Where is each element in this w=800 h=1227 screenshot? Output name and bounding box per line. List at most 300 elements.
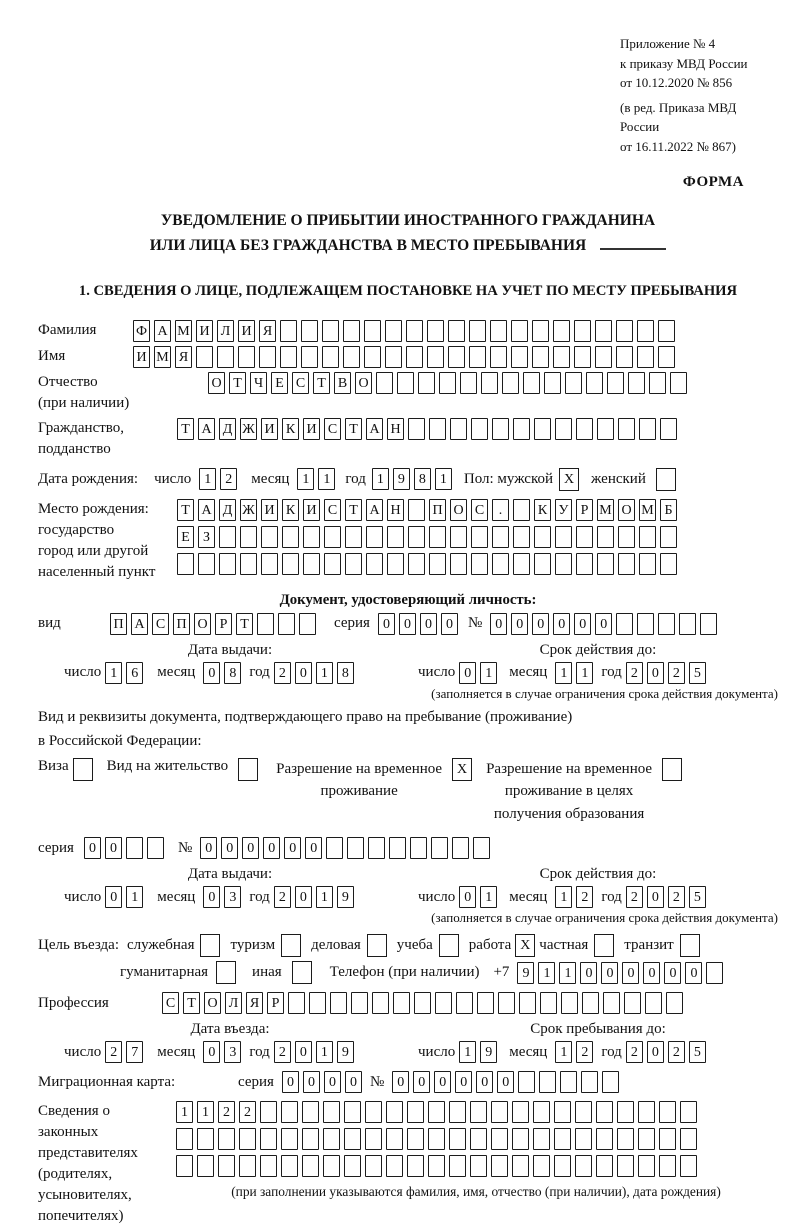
char-cell[interactable] <box>532 346 549 368</box>
char-cell[interactable]: 3 <box>224 1041 241 1063</box>
char-cell[interactable] <box>660 526 677 548</box>
char-cell[interactable]: 0 <box>580 962 597 984</box>
char-cell[interactable] <box>368 837 385 859</box>
char-cell[interactable] <box>470 1101 487 1123</box>
char-cell[interactable]: 0 <box>203 886 220 908</box>
purpose-delovaya-checkbox[interactable] <box>367 934 387 957</box>
char-cell[interactable] <box>322 346 339 368</box>
char-cell[interactable] <box>406 346 423 368</box>
char-cell[interactable]: А <box>131 613 148 635</box>
char-cell[interactable] <box>343 320 360 342</box>
char-cell[interactable] <box>364 346 381 368</box>
char-cell[interactable] <box>502 372 519 394</box>
char-cell[interactable] <box>596 1101 613 1123</box>
char-cell[interactable] <box>575 1101 592 1123</box>
purpose-private-checkbox[interactable] <box>594 934 614 957</box>
char-cell[interactable] <box>219 553 236 575</box>
char-cell[interactable] <box>639 526 656 548</box>
char-cell[interactable] <box>239 1155 256 1177</box>
char-cell[interactable]: 3 <box>224 886 241 908</box>
char-cell[interactable] <box>387 526 404 548</box>
char-cell[interactable] <box>555 526 572 548</box>
char-cell[interactable] <box>533 1128 550 1150</box>
char-cell[interactable]: 1 <box>538 962 555 984</box>
char-cell[interactable] <box>670 372 687 394</box>
char-cell[interactable]: Р <box>576 499 593 521</box>
char-cell[interactable] <box>281 1155 298 1177</box>
char-cell[interactable] <box>408 553 425 575</box>
char-cell[interactable]: М <box>639 499 656 521</box>
char-cell[interactable]: У <box>555 499 572 521</box>
char-cell[interactable] <box>376 372 393 394</box>
char-cell[interactable]: . <box>492 499 509 521</box>
char-cell[interactable]: 2 <box>239 1101 256 1123</box>
char-cell[interactable] <box>639 553 656 575</box>
char-cell[interactable] <box>595 320 612 342</box>
char-cell[interactable] <box>397 372 414 394</box>
char-cell[interactable] <box>490 346 507 368</box>
char-cell[interactable] <box>282 553 299 575</box>
char-cell[interactable]: И <box>261 499 278 521</box>
char-cell[interactable]: Л <box>217 320 234 342</box>
char-cell[interactable] <box>595 346 612 368</box>
char-cell[interactable] <box>597 418 614 440</box>
char-cell[interactable]: П <box>173 613 190 635</box>
char-cell[interactable]: 0 <box>203 662 220 684</box>
purpose-transit-checkbox[interactable] <box>680 934 700 957</box>
char-cell[interactable] <box>638 1128 655 1150</box>
residence-permit-checkbox[interactable] <box>238 758 258 781</box>
char-cell[interactable]: 1 <box>176 1101 193 1123</box>
char-cell[interactable] <box>386 1155 403 1177</box>
char-cell[interactable] <box>603 992 620 1014</box>
char-cell[interactable] <box>324 526 341 548</box>
char-cell[interactable]: 0 <box>295 1041 312 1063</box>
char-cell[interactable]: А <box>198 418 215 440</box>
char-cell[interactable] <box>366 526 383 548</box>
char-cell[interactable] <box>280 346 297 368</box>
char-cell[interactable]: 1 <box>316 1041 333 1063</box>
char-cell[interactable]: 0 <box>324 1071 341 1093</box>
char-cell[interactable] <box>452 837 469 859</box>
char-cell[interactable] <box>469 320 486 342</box>
char-cell[interactable] <box>414 992 431 1014</box>
char-cell[interactable] <box>147 837 164 859</box>
char-cell[interactable]: 6 <box>126 662 143 684</box>
char-cell[interactable] <box>449 1128 466 1150</box>
char-cell[interactable] <box>323 1101 340 1123</box>
char-cell[interactable] <box>555 553 572 575</box>
char-cell[interactable] <box>607 372 624 394</box>
char-cell[interactable] <box>323 1155 340 1177</box>
char-cell[interactable] <box>407 1101 424 1123</box>
char-cell[interactable]: 2 <box>218 1101 235 1123</box>
char-cell[interactable] <box>261 526 278 548</box>
char-cell[interactable] <box>365 1101 382 1123</box>
char-cell[interactable] <box>618 553 635 575</box>
char-cell[interactable]: 0 <box>295 662 312 684</box>
char-cell[interactable] <box>427 346 444 368</box>
char-cell[interactable] <box>470 1128 487 1150</box>
char-cell[interactable] <box>343 346 360 368</box>
char-cell[interactable]: 0 <box>647 662 664 684</box>
char-cell[interactable]: Р <box>215 613 232 635</box>
purpose-other-checkbox[interactable] <box>292 961 312 984</box>
char-cell[interactable] <box>176 1155 193 1177</box>
temp-residence-checkbox[interactable]: X <box>452 758 472 781</box>
sex-female-checkbox[interactable] <box>656 468 676 491</box>
char-cell[interactable]: М <box>175 320 192 342</box>
char-cell[interactable]: 0 <box>242 837 259 859</box>
char-cell[interactable]: З <box>198 526 215 548</box>
char-cell[interactable]: 7 <box>126 1041 143 1063</box>
char-cell[interactable]: 1 <box>435 468 452 490</box>
char-cell[interactable] <box>554 1128 571 1150</box>
char-cell[interactable]: 1 <box>105 662 122 684</box>
char-cell[interactable] <box>491 1155 508 1177</box>
char-cell[interactable] <box>576 526 593 548</box>
char-cell[interactable]: 2 <box>274 1041 291 1063</box>
char-cell[interactable] <box>491 1128 508 1150</box>
char-cell[interactable] <box>560 1071 577 1093</box>
char-cell[interactable] <box>519 992 536 1014</box>
char-cell[interactable] <box>324 553 341 575</box>
char-cell[interactable]: 0 <box>647 1041 664 1063</box>
char-cell[interactable] <box>407 1128 424 1150</box>
char-cell[interactable] <box>616 613 633 635</box>
char-cell[interactable] <box>639 418 656 440</box>
char-cell[interactable] <box>512 1155 529 1177</box>
char-cell[interactable] <box>364 320 381 342</box>
char-cell[interactable] <box>628 372 645 394</box>
char-cell[interactable] <box>637 320 654 342</box>
char-cell[interactable] <box>407 1155 424 1177</box>
char-cell[interactable]: 2 <box>626 886 643 908</box>
char-cell[interactable]: И <box>196 320 213 342</box>
char-cell[interactable] <box>596 1155 613 1177</box>
char-cell[interactable] <box>322 320 339 342</box>
char-cell[interactable] <box>658 613 675 635</box>
char-cell[interactable] <box>533 1101 550 1123</box>
char-cell[interactable] <box>429 418 446 440</box>
char-cell[interactable] <box>429 553 446 575</box>
char-cell[interactable]: М <box>597 499 614 521</box>
char-cell[interactable]: 0 <box>476 1071 493 1093</box>
char-cell[interactable] <box>597 553 614 575</box>
char-cell[interactable] <box>617 1101 634 1123</box>
char-cell[interactable] <box>387 553 404 575</box>
char-cell[interactable] <box>282 526 299 548</box>
char-cell[interactable]: С <box>324 499 341 521</box>
char-cell[interactable]: 8 <box>414 468 431 490</box>
char-cell[interactable] <box>301 346 318 368</box>
char-cell[interactable] <box>218 1128 235 1150</box>
char-cell[interactable] <box>218 1155 235 1177</box>
char-cell[interactable] <box>513 418 530 440</box>
char-cell[interactable]: 1 <box>372 468 389 490</box>
char-cell[interactable]: В <box>334 372 351 394</box>
char-cell[interactable] <box>196 346 213 368</box>
char-cell[interactable]: 1 <box>555 662 572 684</box>
char-cell[interactable] <box>408 418 425 440</box>
char-cell[interactable] <box>645 992 662 1014</box>
char-cell[interactable]: 1 <box>197 1101 214 1123</box>
char-cell[interactable]: 2 <box>668 1041 685 1063</box>
char-cell[interactable] <box>659 1128 676 1150</box>
char-cell[interactable]: Я <box>175 346 192 368</box>
char-cell[interactable] <box>523 372 540 394</box>
char-cell[interactable] <box>393 992 410 1014</box>
char-cell[interactable] <box>386 1128 403 1150</box>
char-cell[interactable] <box>288 992 305 1014</box>
char-cell[interactable]: 0 <box>105 886 122 908</box>
char-cell[interactable] <box>410 837 427 859</box>
char-cell[interactable]: 2 <box>626 662 643 684</box>
char-cell[interactable]: С <box>292 372 309 394</box>
char-cell[interactable]: Т <box>183 992 200 1014</box>
char-cell[interactable]: 1 <box>199 468 216 490</box>
char-cell[interactable]: 0 <box>643 962 660 984</box>
char-cell[interactable] <box>582 992 599 1014</box>
char-cell[interactable] <box>513 526 530 548</box>
char-cell[interactable] <box>303 526 320 548</box>
char-cell[interactable] <box>618 526 635 548</box>
char-cell[interactable]: 2 <box>576 886 593 908</box>
char-cell[interactable] <box>240 526 257 548</box>
char-cell[interactable] <box>427 320 444 342</box>
char-cell[interactable] <box>553 346 570 368</box>
char-cell[interactable] <box>408 526 425 548</box>
char-cell[interactable] <box>261 553 278 575</box>
char-cell[interactable] <box>450 553 467 575</box>
char-cell[interactable] <box>511 320 528 342</box>
char-cell[interactable] <box>534 553 551 575</box>
char-cell[interactable] <box>512 1128 529 1150</box>
char-cell[interactable]: 0 <box>647 886 664 908</box>
char-cell[interactable]: А <box>366 418 383 440</box>
char-cell[interactable]: 0 <box>305 837 322 859</box>
char-cell[interactable] <box>539 1071 556 1093</box>
char-cell[interactable]: Е <box>177 526 194 548</box>
char-cell[interactable] <box>576 553 593 575</box>
char-cell[interactable] <box>450 418 467 440</box>
char-cell[interactable] <box>649 372 666 394</box>
char-cell[interactable] <box>637 346 654 368</box>
char-cell[interactable] <box>302 1128 319 1150</box>
char-cell[interactable] <box>448 320 465 342</box>
temp-residence-education-checkbox[interactable] <box>662 758 682 781</box>
char-cell[interactable]: 1 <box>459 1041 476 1063</box>
char-cell[interactable]: 1 <box>480 662 497 684</box>
char-cell[interactable] <box>449 1101 466 1123</box>
char-cell[interactable]: 1 <box>555 886 572 908</box>
char-cell[interactable] <box>666 992 683 1014</box>
char-cell[interactable]: С <box>162 992 179 1014</box>
char-cell[interactable]: 0 <box>105 837 122 859</box>
char-cell[interactable]: Ф <box>133 320 150 342</box>
char-cell[interactable]: 0 <box>574 613 591 635</box>
char-cell[interactable]: Д <box>219 499 236 521</box>
purpose-tourism-checkbox[interactable] <box>281 934 301 957</box>
char-cell[interactable] <box>326 837 343 859</box>
char-cell[interactable] <box>301 320 318 342</box>
char-cell[interactable] <box>428 1101 445 1123</box>
char-cell[interactable] <box>700 613 717 635</box>
char-cell[interactable]: П <box>110 613 127 635</box>
char-cell[interactable]: 1 <box>480 886 497 908</box>
char-cell[interactable] <box>477 992 494 1014</box>
char-cell[interactable]: Т <box>345 418 362 440</box>
char-cell[interactable] <box>260 1101 277 1123</box>
char-cell[interactable] <box>616 346 633 368</box>
char-cell[interactable] <box>706 962 723 984</box>
char-cell[interactable]: С <box>471 499 488 521</box>
char-cell[interactable] <box>532 320 549 342</box>
char-cell[interactable]: 0 <box>413 1071 430 1093</box>
char-cell[interactable]: К <box>282 499 299 521</box>
char-cell[interactable]: Д <box>219 418 236 440</box>
char-cell[interactable]: Ч <box>250 372 267 394</box>
char-cell[interactable] <box>389 837 406 859</box>
char-cell[interactable] <box>513 553 530 575</box>
char-cell[interactable]: 2 <box>668 662 685 684</box>
char-cell[interactable] <box>616 320 633 342</box>
char-cell[interactable] <box>637 613 654 635</box>
char-cell[interactable]: О <box>204 992 221 1014</box>
char-cell[interactable]: И <box>303 418 320 440</box>
char-cell[interactable]: 1 <box>555 1041 572 1063</box>
char-cell[interactable]: 0 <box>200 837 217 859</box>
char-cell[interactable]: 0 <box>622 962 639 984</box>
char-cell[interactable] <box>344 1101 361 1123</box>
char-cell[interactable]: Т <box>177 499 194 521</box>
char-cell[interactable] <box>471 526 488 548</box>
char-cell[interactable] <box>679 613 696 635</box>
char-cell[interactable] <box>460 372 477 394</box>
char-cell[interactable] <box>553 320 570 342</box>
char-cell[interactable]: 0 <box>532 613 549 635</box>
char-cell[interactable] <box>473 837 490 859</box>
sex-male-checkbox[interactable]: X <box>559 468 579 491</box>
char-cell[interactable] <box>555 418 572 440</box>
char-cell[interactable] <box>448 346 465 368</box>
char-cell[interactable]: 5 <box>689 886 706 908</box>
char-cell[interactable] <box>513 499 530 521</box>
char-cell[interactable]: 2 <box>220 468 237 490</box>
char-cell[interactable] <box>323 1128 340 1150</box>
char-cell[interactable] <box>658 320 675 342</box>
char-cell[interactable] <box>278 613 295 635</box>
char-cell[interactable]: 0 <box>84 837 101 859</box>
char-cell[interactable] <box>586 372 603 394</box>
char-cell[interactable] <box>659 1101 676 1123</box>
char-cell[interactable] <box>385 320 402 342</box>
char-cell[interactable] <box>680 1128 697 1150</box>
char-cell[interactable] <box>544 372 561 394</box>
char-cell[interactable] <box>330 992 347 1014</box>
char-cell[interactable]: Т <box>229 372 246 394</box>
char-cell[interactable]: 0 <box>263 837 280 859</box>
char-cell[interactable]: М <box>154 346 171 368</box>
char-cell[interactable]: 0 <box>601 962 618 984</box>
char-cell[interactable] <box>581 1071 598 1093</box>
char-cell[interactable] <box>431 837 448 859</box>
char-cell[interactable] <box>680 1155 697 1177</box>
char-cell[interactable]: Т <box>177 418 194 440</box>
char-cell[interactable]: Я <box>246 992 263 1014</box>
char-cell[interactable] <box>511 346 528 368</box>
char-cell[interactable] <box>198 553 215 575</box>
char-cell[interactable]: 0 <box>345 1071 362 1093</box>
char-cell[interactable]: 0 <box>420 613 437 635</box>
char-cell[interactable] <box>554 1155 571 1177</box>
char-cell[interactable] <box>565 372 582 394</box>
visa-checkbox[interactable] <box>73 758 93 781</box>
char-cell[interactable]: А <box>198 499 215 521</box>
char-cell[interactable] <box>239 1128 256 1150</box>
char-cell[interactable]: О <box>355 372 372 394</box>
char-cell[interactable]: 9 <box>337 1041 354 1063</box>
char-cell[interactable] <box>365 1155 382 1177</box>
char-cell[interactable] <box>471 418 488 440</box>
purpose-work-checkbox[interactable]: X <box>515 934 535 957</box>
char-cell[interactable] <box>219 526 236 548</box>
char-cell[interactable]: 8 <box>224 662 241 684</box>
char-cell[interactable]: Л <box>225 992 242 1014</box>
char-cell[interactable]: 9 <box>517 962 534 984</box>
char-cell[interactable] <box>540 992 557 1014</box>
char-cell[interactable]: 0 <box>434 1071 451 1093</box>
char-cell[interactable] <box>554 1101 571 1123</box>
char-cell[interactable] <box>428 1128 445 1150</box>
char-cell[interactable]: 0 <box>221 837 238 859</box>
char-cell[interactable]: О <box>618 499 635 521</box>
char-cell[interactable]: 1 <box>559 962 576 984</box>
char-cell[interactable] <box>365 1128 382 1150</box>
char-cell[interactable]: 2 <box>274 662 291 684</box>
char-cell[interactable]: Н <box>387 499 404 521</box>
char-cell[interactable] <box>449 1155 466 1177</box>
char-cell[interactable] <box>217 346 234 368</box>
char-cell[interactable] <box>197 1128 214 1150</box>
char-cell[interactable] <box>366 553 383 575</box>
char-cell[interactable] <box>309 992 326 1014</box>
char-cell[interactable] <box>471 553 488 575</box>
char-cell[interactable] <box>575 1128 592 1150</box>
char-cell[interactable] <box>596 1128 613 1150</box>
char-cell[interactable]: 0 <box>392 1071 409 1093</box>
purpose-humanitarian-checkbox[interactable] <box>216 961 236 984</box>
char-cell[interactable]: 0 <box>497 1071 514 1093</box>
char-cell[interactable] <box>576 418 593 440</box>
char-cell[interactable]: 0 <box>459 886 476 908</box>
char-cell[interactable] <box>680 1101 697 1123</box>
char-cell[interactable] <box>660 418 677 440</box>
char-cell[interactable] <box>281 1128 298 1150</box>
char-cell[interactable]: 2 <box>105 1041 122 1063</box>
char-cell[interactable] <box>512 1101 529 1123</box>
char-cell[interactable] <box>177 553 194 575</box>
char-cell[interactable] <box>491 1101 508 1123</box>
char-cell[interactable]: Н <box>387 418 404 440</box>
char-cell[interactable]: 0 <box>664 962 681 984</box>
char-cell[interactable]: 0 <box>303 1071 320 1093</box>
char-cell[interactable] <box>470 1155 487 1177</box>
char-cell[interactable] <box>372 992 389 1014</box>
char-cell[interactable] <box>492 526 509 548</box>
char-cell[interactable]: 1 <box>576 662 593 684</box>
char-cell[interactable]: С <box>152 613 169 635</box>
